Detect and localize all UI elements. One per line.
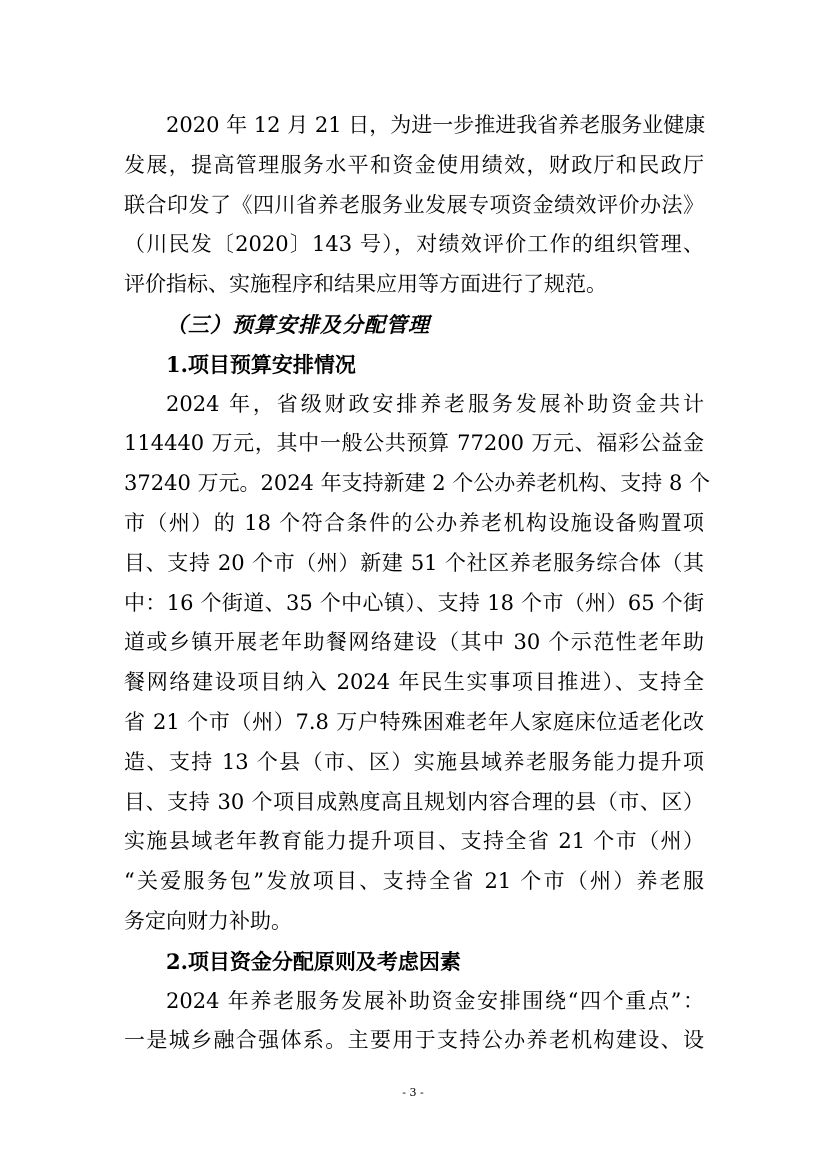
paragraph-line: 发展，提高管理服务水平和资金使用绩效，财政厅和民政厅 [124, 152, 704, 177]
subsection-heading: 2.项目资金分配原则及考虑因素 [166, 948, 461, 974]
paragraph-line: 造、支持 13 个县（市、区）实施县域养老服务能力提升项 [124, 749, 704, 774]
paragraph-line: 联合印发了《四川省养老服务业发展专项资金绩效评价办法》 [124, 192, 704, 217]
paragraph-line: （川民发〔2020〕143 号），对绩效评价工作的组织管理、 [124, 232, 704, 257]
paragraph-line: 中：16 个街道、35 个中心镇）、支持 18 个市（州）65 个街 [124, 590, 704, 615]
subsection-heading: 1.项目预算安排情况 [166, 351, 356, 377]
paragraph-line: 实施县域老年教育能力提升项目、支持全省 21 个市（州） [124, 829, 704, 854]
paragraph-line: 114440 万元，其中一般公共预算 77200 万元、福彩公益金 [124, 431, 704, 456]
section-heading: （三）预算安排及分配管理 [166, 311, 430, 337]
paragraph-line: 37240 万元。2024 年支持新建 2 个公办养老机构、支持 8 个 [124, 471, 711, 496]
paragraph-line: 2024 年，省级财政安排养老服务发展补助资金共计 [166, 391, 704, 416]
paragraph-line: 务定向财力补助。 [124, 908, 292, 933]
paragraph-line: 餐网络建设项目纳入 2024 年民生实事项目推进）、支持全 [124, 670, 704, 695]
paragraph-line: 道或乡镇开展老年助餐网络建设（其中 30 个示范性老年助 [124, 630, 704, 655]
paragraph-line: 目、支持 30 个项目成熟度高且规划内容合理的县（市、区） [124, 789, 704, 814]
paragraph-line: “关爱服务包”发放项目、支持全省 21 个市（州）养老服 [124, 869, 704, 894]
document-body [124, 106, 711, 1061]
paragraph-line: 评价指标、实施程序和结果应用等方面进行了规范。 [124, 272, 607, 297]
paragraph-line: 2020 年 12 月 21 日，为进一步推进我省养老服务业健康 [166, 113, 706, 137]
paragraph-line: 省 21 个市（州）7.8 万户特殊困难老年人家庭床位适老化改 [124, 709, 704, 734]
paragraph-line: 市（州）的 18 个符合条件的公办养老机构设施设备购置项 [124, 510, 704, 535]
paragraph-line: 一是城乡融合强体系。主要用于支持公办养老机构建设、设 [124, 1028, 704, 1053]
paragraph-line: 2024 年养老服务发展补助资金安排围绕“四个重点”： [166, 988, 704, 1013]
paragraph-line: 目、支持 20 个市（州）新建 51 个社区养老服务综合体（其 [124, 550, 704, 575]
page-number: - 3 - [402, 1086, 424, 1099]
